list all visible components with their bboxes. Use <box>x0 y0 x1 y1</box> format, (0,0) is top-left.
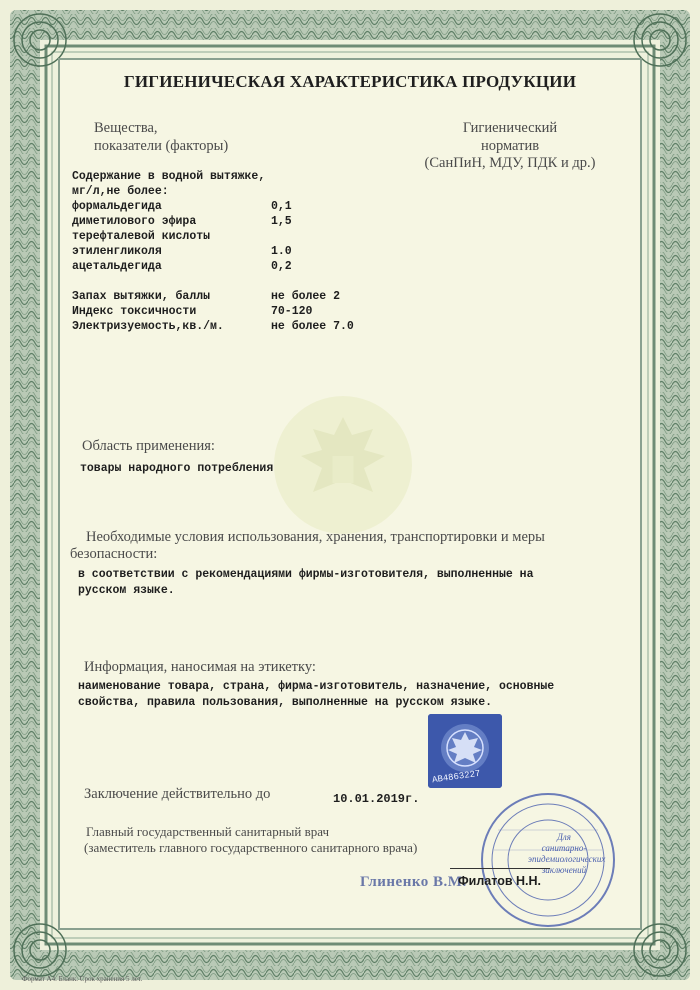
indicator-name: Электризуемость,кв./м. <box>72 320 224 333</box>
conditions-label-line2: безопасности: <box>70 546 158 562</box>
header-left-line2: показатели (факторы) <box>94 138 229 154</box>
seal-text <box>528 832 606 876</box>
indicator-value: не более 7.0 <box>271 320 354 333</box>
conditions-value-line2: русском языке. <box>78 584 175 597</box>
extract-item <box>72 200 292 216</box>
extract-item-name: диметилового эфира <box>72 215 197 228</box>
indicator-row <box>72 320 354 336</box>
header-right-line2: норматив <box>480 138 540 154</box>
document-title: ГИГИЕНИЧЕСКАЯ ХАРАКТЕРИСТИКА ПРОДУКЦИИ <box>123 72 577 91</box>
signatory-line1: Главный государственный санитарный врач <box>86 824 330 839</box>
indicator-row <box>72 290 341 306</box>
extract-item-name: формальдегида <box>72 200 162 213</box>
extract-item-value: 1.0 <box>271 245 292 258</box>
extract-item <box>72 245 292 261</box>
validity-label: Заключение действительно до <box>84 786 271 802</box>
signature-line <box>450 868 550 869</box>
header-right-line1: Гигиенический <box>462 120 558 136</box>
conditions-label-line1: Необходимые условия использования, хранения, транспортировки и меры <box>86 529 545 545</box>
indicator-row <box>72 305 313 321</box>
extract-item-value: 1,5 <box>271 215 292 228</box>
signer-name: Филатов Н.Н. <box>458 874 541 888</box>
footer-note: Формат А4. Бланк. Срок хранения 5 лет. <box>22 975 143 983</box>
extract-item <box>72 230 210 246</box>
extract-item-name: этиленгликоля <box>72 245 162 258</box>
extract-item-value: 0,1 <box>271 200 292 213</box>
application-value: товары народного потребления <box>80 462 274 475</box>
extract-item <box>72 215 292 231</box>
indicator-value: 70-120 <box>271 305 313 318</box>
extract-item-name: ацетальдегида <box>72 260 162 273</box>
hologram-code: AB4863227 <box>431 768 482 786</box>
extract-heading-line2: мг/л,не более: <box>72 185 169 198</box>
indicator-value: не более 2 <box>271 290 341 303</box>
label-info-value-line2: свойства, правила пользования, выполненные на русском языке. <box>78 696 493 709</box>
hologram-stamp <box>428 714 502 788</box>
extract-heading-line1: Содержание в водной вытяжке, <box>72 170 266 183</box>
extract-item-value: 0,2 <box>271 260 292 273</box>
conditions-value-line1: в соответствии с рекомендациями фирмы-изготовителя, выполненные на <box>78 568 534 581</box>
seal-line1: Для <box>557 832 571 842</box>
extract-item <box>72 260 292 276</box>
extract-item-name: терефталевой кислоты <box>72 230 211 243</box>
seal-line4: заключений <box>541 865 587 875</box>
header-left-line1: Вещества, <box>94 120 158 136</box>
signatory-line2: (заместитель главного государственного санитарного врача) <box>84 840 418 855</box>
name-stamp: Глиненко В.М. <box>360 874 467 890</box>
indicator-name: Индекс токсичности <box>72 305 197 318</box>
indicator-name: Запах вытяжки, баллы <box>72 290 211 303</box>
seal-line3: эпидемиологических <box>528 854 606 864</box>
validity-date: 10.01.2019г. <box>333 792 420 806</box>
label-info-value-line1: наименование товара, страна, фирма-изготовитель, назначение, основные <box>78 680 555 693</box>
application-label: Область применения: <box>82 438 215 454</box>
seal-line2: санитарно- <box>541 843 587 853</box>
coat-of-arms-watermark-icon <box>268 390 418 540</box>
header-right-line3: (СанПиН, МДУ, ПДК и др.) <box>424 155 596 171</box>
label-info-label: Информация, наносимая на этикетку: <box>84 659 316 675</box>
